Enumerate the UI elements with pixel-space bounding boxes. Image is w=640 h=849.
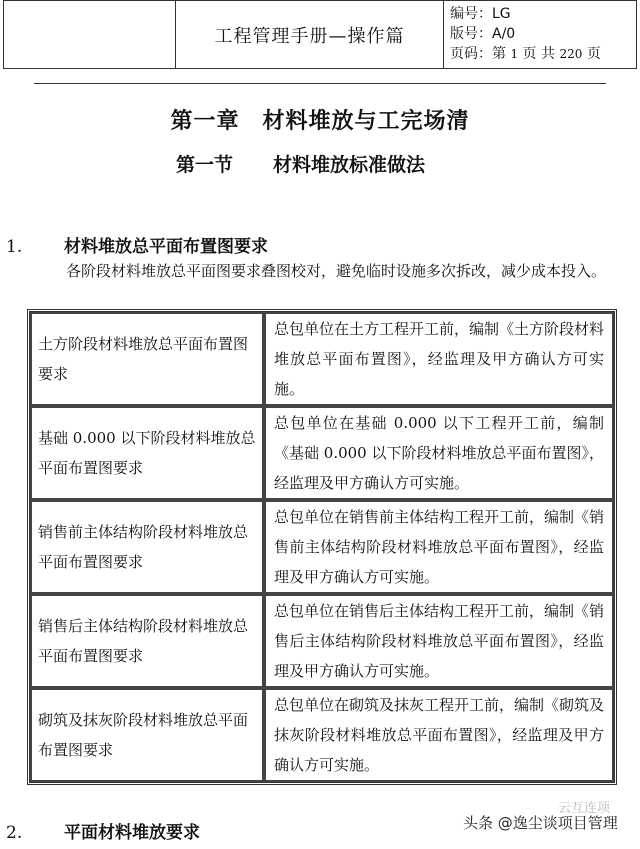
page-prefix: 页码：第	[450, 46, 506, 62]
table-row	[30, 688, 614, 782]
item1-intro: 各阶段材料堆放总平面图要求叠图校对，避免临时设施多次拆改，减少成本投入。	[66, 262, 607, 280]
header-page	[450, 44, 636, 64]
stage-cell: 土方阶段材料堆放总平面布置图要求	[30, 312, 264, 406]
watermark-faint: 云互连项	[558, 801, 611, 816]
header-meta	[444, 1, 636, 68]
item2-heading	[6, 818, 200, 843]
page-mid: 页 共	[522, 46, 555, 62]
header-title: 工程管理手册—操作篇	[176, 1, 444, 68]
requirement-cell: 总包单位在销售后主体结构工程开工前，编制《销售后主体结构阶段材料堆放总平面布置图》，经监理及甲方确认方可实施。	[264, 594, 614, 688]
section-title: 材料堆放标准做法	[273, 154, 426, 176]
page-total: 220	[559, 47, 583, 61]
table-row	[30, 500, 614, 594]
watermark	[463, 812, 618, 833]
page-number: 1	[510, 47, 519, 61]
requirements-table	[27, 309, 617, 785]
item2-number: 2.	[6, 823, 23, 843]
document-header	[3, 0, 637, 69]
header-code: 编号：LG	[450, 6, 511, 22]
stage-cell: 基础 0.000 以下阶段材料堆放总平面布置图要求	[30, 406, 264, 500]
item1-title: 材料堆放总平面布置图要求	[64, 237, 268, 257]
item1-heading	[6, 232, 268, 257]
stage-cell: 销售后主体结构阶段材料堆放总平面布置图要求	[30, 594, 264, 688]
item2-title: 平面材料堆放要求	[64, 823, 200, 843]
section-number: 第一节	[176, 154, 234, 176]
table-row	[30, 406, 614, 500]
stage-cell: 销售前主体结构阶段材料堆放总平面布置图要求	[30, 500, 264, 594]
requirement-cell: 总包单位在基础 0.000 以下工程开工前，编制《基础 0.000 以下阶段材料堆放总平面布置图》，经监理及甲方确认方可实施。	[264, 406, 614, 500]
watermark-text: 头条 @逸尘谈项目管理	[463, 814, 618, 832]
requirement-cell: 总包单位在销售前主体结构工程开工前，编制《销售前主体结构阶段材料堆放总平面布置图》，经监理及甲方确认方可实施。	[264, 500, 614, 594]
header-logo-cell	[4, 1, 176, 68]
table-row	[30, 594, 614, 688]
requirement-cell: 总包单位在土方工程开工前，编制《土方阶段材料堆放总平面布置图》，经监理及甲方确认方可实施。	[264, 312, 614, 406]
header-version: 版号：A/0	[450, 26, 516, 42]
chapter-title: 第一章 材料堆放与工完场清	[170, 108, 470, 134]
table-row	[30, 312, 614, 406]
section-heading	[176, 150, 425, 177]
page-suffix: 页	[586, 46, 601, 62]
item1-number: 1.	[6, 237, 23, 257]
header-rule	[34, 83, 606, 84]
stage-cell: 砌筑及抹灰阶段材料堆放总平面布置图要求	[30, 688, 264, 782]
requirement-cell: 总包单位在砌筑及抹灰工程开工前，编制《砌筑及抹灰阶段材料堆放总平面布置图》，经监理及甲方确认方可实施。	[264, 688, 614, 782]
